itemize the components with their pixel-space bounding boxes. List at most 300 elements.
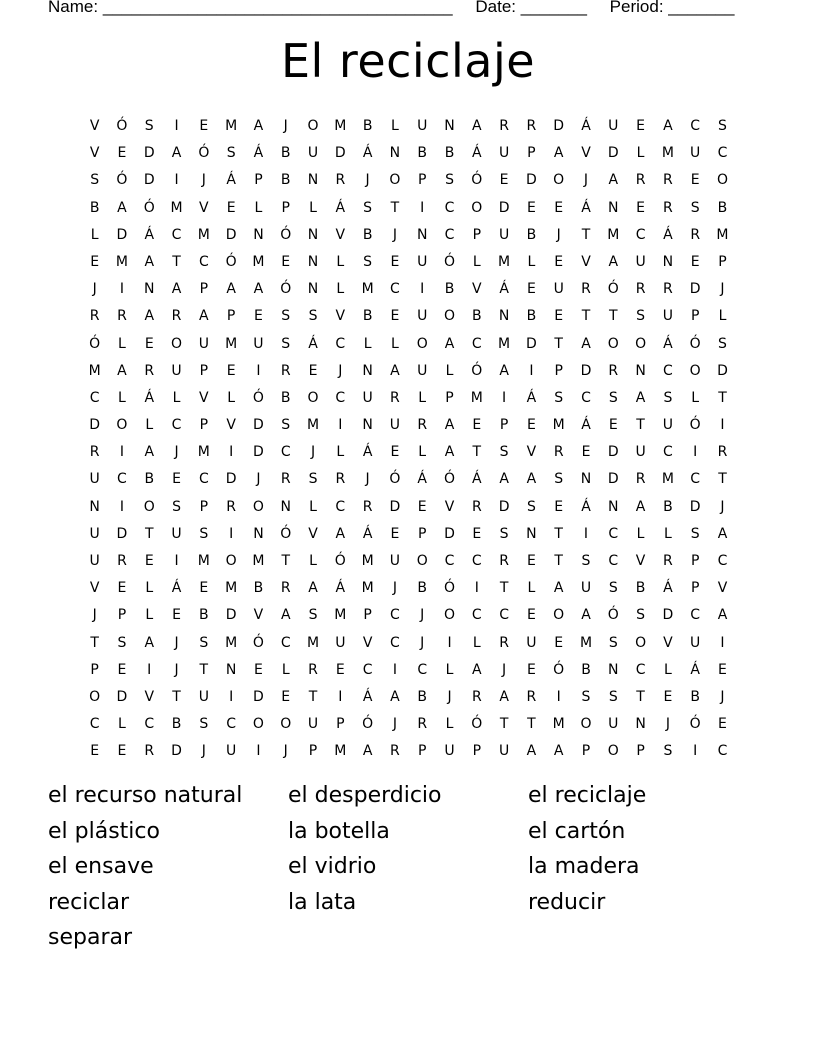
grid-letter[interactable]: L bbox=[418, 444, 427, 461]
grid-letter[interactable]: S bbox=[117, 634, 127, 651]
grid-letter[interactable]: V bbox=[581, 145, 591, 162]
grid-letter[interactable]: J bbox=[447, 688, 452, 705]
grid-letter[interactable]: P bbox=[254, 172, 263, 189]
grid-letter[interactable]: M bbox=[498, 335, 511, 352]
grid-letter[interactable]: C bbox=[581, 389, 591, 406]
grid-letter[interactable]: E bbox=[554, 253, 564, 270]
grid-letter[interactable]: Ó bbox=[116, 172, 128, 189]
grid-letter[interactable]: T bbox=[636, 417, 645, 434]
grid-letter[interactable]: R bbox=[635, 281, 646, 298]
grid-letter[interactable]: V bbox=[89, 145, 100, 162]
grid-letter[interactable]: R bbox=[89, 308, 100, 325]
grid-letter[interactable]: T bbox=[308, 688, 318, 705]
grid-letter[interactable]: C bbox=[89, 389, 100, 406]
grid-letter[interactable]: C bbox=[417, 661, 428, 678]
grid-letter[interactable]: P bbox=[336, 716, 345, 733]
grid-letter[interactable]: Ó bbox=[471, 716, 483, 733]
grid-letter[interactable]: U bbox=[498, 226, 510, 243]
grid-letter[interactable]: V bbox=[199, 389, 209, 406]
grid-letter[interactable]: R bbox=[280, 471, 291, 488]
grid-letter[interactable]: E bbox=[172, 471, 181, 488]
grid-letter[interactable]: Á bbox=[362, 145, 373, 162]
grid-letter[interactable]: E bbox=[144, 335, 154, 352]
grid-letter[interactable]: J bbox=[365, 471, 370, 488]
grid-letter[interactable]: P bbox=[199, 498, 209, 515]
grid-letter[interactable]: U bbox=[526, 634, 537, 651]
grid-letter[interactable]: A bbox=[472, 118, 482, 134]
grid-letter[interactable]: P bbox=[690, 308, 700, 325]
grid-letter[interactable]: U bbox=[635, 444, 646, 461]
grid-letter[interactable]: S bbox=[308, 607, 318, 624]
grid-letter[interactable]: Á bbox=[690, 661, 700, 678]
grid-letter[interactable]: M bbox=[498, 253, 511, 270]
grid-letter[interactable]: Á bbox=[663, 226, 673, 243]
grid-letter[interactable]: Á bbox=[581, 417, 591, 434]
grid-letter[interactable]: I bbox=[174, 553, 179, 569]
grid-letter[interactable]: V bbox=[253, 607, 264, 624]
grid-letter[interactable]: N bbox=[608, 498, 619, 515]
grid-letter[interactable]: O bbox=[553, 172, 565, 189]
grid-letter[interactable]: B bbox=[690, 688, 700, 705]
grid-letter[interactable]: I bbox=[447, 634, 452, 651]
grid-letter[interactable]: R bbox=[226, 498, 236, 515]
grid-letter[interactable]: V bbox=[635, 553, 646, 569]
grid-letter[interactable]: B bbox=[663, 498, 673, 515]
grid-letter[interactable]: T bbox=[172, 688, 181, 705]
grid-letter[interactable]: E bbox=[90, 743, 100, 760]
grid-letter[interactable]: M bbox=[716, 226, 729, 243]
grid-letter[interactable]: C bbox=[198, 471, 209, 488]
grid-letter[interactable]: M bbox=[306, 634, 320, 651]
grid-letter[interactable]: S bbox=[608, 389, 618, 406]
grid-letter[interactable]: Á bbox=[581, 498, 591, 515]
grid-letter[interactable]: A bbox=[117, 199, 127, 216]
grid-letter[interactable]: E bbox=[117, 661, 127, 678]
grid-letter[interactable]: J bbox=[420, 607, 425, 624]
grid-letter[interactable]: L bbox=[445, 661, 454, 678]
grid-letter[interactable]: U bbox=[89, 525, 100, 542]
grid-letter[interactable]: V bbox=[717, 580, 728, 597]
grid-letter[interactable]: A bbox=[581, 607, 591, 624]
grid-letter[interactable]: E bbox=[472, 525, 482, 542]
grid-letter[interactable]: J bbox=[338, 362, 343, 379]
grid-letter[interactable]: C bbox=[471, 335, 482, 352]
grid-letter[interactable]: P bbox=[308, 743, 318, 760]
grid-letter[interactable]: L bbox=[118, 716, 126, 733]
grid-letter[interactable]: C bbox=[690, 118, 701, 134]
grid-letter[interactable]: E bbox=[472, 417, 482, 434]
grid-letter[interactable]: N bbox=[526, 525, 537, 542]
grid-letter[interactable]: U bbox=[198, 688, 209, 705]
grid-letter[interactable]: C bbox=[444, 226, 455, 243]
grid-letter[interactable]: U bbox=[253, 335, 264, 352]
grid-letter[interactable]: R bbox=[117, 553, 127, 569]
grid-letter[interactable]: Ó bbox=[443, 471, 456, 488]
grid-letter[interactable]: U bbox=[635, 253, 646, 270]
grid-letter[interactable]: J bbox=[201, 172, 206, 189]
grid-letter[interactable]: P bbox=[417, 172, 427, 189]
grid-letter[interactable]: I bbox=[119, 281, 125, 298]
grid-letter[interactable]: P bbox=[445, 389, 454, 406]
grid-letter[interactable]: Ó bbox=[607, 607, 619, 624]
grid-letter[interactable]: C bbox=[362, 661, 373, 678]
grid-letter[interactable]: S bbox=[581, 688, 591, 705]
grid-letter[interactable]: S bbox=[90, 172, 100, 189]
grid-letter[interactable]: U bbox=[553, 281, 564, 298]
grid-letter[interactable]: S bbox=[663, 743, 673, 760]
grid-letter[interactable]: I bbox=[256, 362, 261, 379]
grid-letter[interactable]: E bbox=[390, 253, 400, 270]
grid-letter[interactable]: T bbox=[499, 716, 509, 733]
grid-letter[interactable]: N bbox=[662, 253, 674, 270]
grid-letter[interactable]: S bbox=[718, 335, 727, 352]
grid-letter[interactable]: Ó bbox=[607, 281, 619, 298]
grid-letter[interactable]: L bbox=[636, 145, 645, 162]
grid-letter[interactable]: D bbox=[526, 172, 537, 189]
grid-letter[interactable]: I bbox=[583, 525, 589, 542]
grid-letter[interactable]: E bbox=[117, 145, 127, 162]
grid-letter[interactable]: Á bbox=[362, 444, 373, 461]
grid-letter[interactable]: Ó bbox=[116, 118, 128, 134]
grid-letter[interactable]: A bbox=[499, 471, 509, 488]
grid-letter[interactable]: I bbox=[338, 688, 343, 705]
grid-letter[interactable]: Á bbox=[253, 145, 264, 162]
grid-letter[interactable]: S bbox=[281, 335, 291, 352]
grid-letter[interactable]: T bbox=[581, 308, 591, 325]
grid-letter[interactable]: S bbox=[608, 634, 618, 651]
grid-letter[interactable]: A bbox=[253, 118, 264, 134]
name-blank[interactable]: _____________________________________ bbox=[102, 0, 453, 16]
grid-letter[interactable]: D bbox=[143, 145, 155, 162]
grid-letter[interactable]: I bbox=[229, 688, 234, 705]
grid-letter[interactable]: E bbox=[581, 444, 591, 461]
grid-letter[interactable]: Ó bbox=[225, 253, 237, 270]
grid-letter[interactable]: J bbox=[256, 471, 261, 488]
grid-letter[interactable]: R bbox=[417, 417, 428, 434]
grid-letter[interactable]: N bbox=[580, 471, 592, 488]
grid-letter[interactable]: E bbox=[254, 308, 263, 325]
grid-letter[interactable]: M bbox=[306, 417, 320, 434]
grid-letter[interactable]: D bbox=[171, 743, 182, 760]
grid-letter[interactable]: P bbox=[636, 743, 645, 760]
grid-letter[interactable]: C bbox=[717, 553, 728, 569]
grid-letter[interactable]: P bbox=[690, 580, 700, 597]
grid-letter[interactable]: R bbox=[390, 743, 400, 760]
grid-letter[interactable]: I bbox=[229, 444, 234, 461]
grid-letter[interactable]: L bbox=[336, 444, 345, 461]
grid-letter[interactable]: L bbox=[691, 389, 700, 406]
grid-letter[interactable]: T bbox=[581, 226, 591, 243]
grid-letter[interactable]: M bbox=[334, 743, 347, 760]
grid-letter[interactable]: O bbox=[416, 553, 428, 569]
grid-letter[interactable]: I bbox=[147, 661, 152, 678]
grid-letter[interactable]: L bbox=[336, 253, 345, 270]
grid-letter[interactable]: I bbox=[529, 362, 534, 379]
grid-letter[interactable]: B bbox=[199, 607, 209, 624]
grid-letter[interactable]: E bbox=[526, 553, 536, 569]
grid-letter[interactable]: D bbox=[143, 172, 155, 189]
grid-letter[interactable]: R bbox=[362, 498, 373, 515]
grid-letter[interactable]: U bbox=[417, 253, 428, 270]
grid-letter[interactable]: A bbox=[171, 281, 182, 298]
grid-letter[interactable]: S bbox=[636, 308, 646, 325]
grid-letter[interactable]: A bbox=[499, 688, 509, 705]
grid-letter[interactable]: C bbox=[444, 553, 455, 569]
grid-letter[interactable]: C bbox=[635, 661, 646, 678]
grid-letter[interactable]: J bbox=[502, 661, 507, 678]
grid-letter[interactable]: Á bbox=[472, 471, 482, 488]
grid-letter[interactable]: J bbox=[420, 634, 425, 651]
grid-letter[interactable]: C bbox=[690, 471, 701, 488]
grid-letter[interactable]: L bbox=[254, 199, 263, 216]
grid-letter[interactable]: E bbox=[499, 172, 509, 189]
grid-letter[interactable]: U bbox=[362, 389, 373, 406]
grid-letter[interactable]: R bbox=[390, 389, 400, 406]
grid-letter[interactable]: L bbox=[145, 417, 154, 434]
grid-letter[interactable]: Á bbox=[499, 281, 509, 298]
grid-letter[interactable]: T bbox=[718, 471, 727, 488]
grid-letter[interactable]: J bbox=[283, 118, 288, 134]
grid-letter[interactable]: B bbox=[280, 145, 291, 162]
grid-letter[interactable]: M bbox=[88, 362, 101, 379]
grid-letter[interactable]: B bbox=[444, 145, 455, 162]
grid-letter[interactable]: S bbox=[718, 118, 727, 134]
grid-letter[interactable]: S bbox=[608, 688, 618, 705]
grid-letter[interactable]: C bbox=[608, 553, 619, 569]
grid-letter[interactable]: O bbox=[225, 553, 237, 569]
grid-letter[interactable]: N bbox=[253, 226, 264, 243]
grid-letter[interactable]: A bbox=[280, 607, 291, 624]
grid-letter[interactable]: C bbox=[335, 335, 346, 352]
grid-letter[interactable]: V bbox=[335, 226, 346, 243]
grid-letter[interactable]: Á bbox=[335, 580, 346, 597]
grid-letter[interactable]: E bbox=[554, 634, 564, 651]
grid-letter[interactable]: D bbox=[89, 417, 101, 434]
grid-letter[interactable]: T bbox=[636, 688, 645, 705]
grid-letter[interactable]: Á bbox=[663, 580, 673, 597]
grid-letter[interactable]: A bbox=[390, 688, 400, 705]
grid-letter[interactable]: C bbox=[335, 498, 346, 515]
grid-letter[interactable]: N bbox=[307, 172, 319, 189]
grid-letter[interactable]: D bbox=[225, 226, 237, 243]
grid-letter[interactable]: L bbox=[663, 661, 672, 678]
grid-letter[interactable]: P bbox=[199, 417, 209, 434]
grid-letter[interactable]: Ó bbox=[443, 253, 456, 270]
grid-letter[interactable]: O bbox=[307, 389, 319, 406]
grid-letter[interactable]: R bbox=[663, 553, 673, 569]
grid-letter[interactable]: O bbox=[716, 172, 728, 189]
grid-letter[interactable]: S bbox=[172, 498, 181, 515]
grid-letter[interactable]: S bbox=[636, 607, 646, 624]
grid-letter[interactable]: P bbox=[199, 362, 209, 379]
grid-letter[interactable]: U bbox=[226, 743, 237, 760]
grid-letter[interactable]: L bbox=[445, 362, 454, 379]
grid-letter[interactable]: J bbox=[720, 498, 725, 515]
grid-letter[interactable]: I bbox=[420, 199, 425, 216]
grid-letter[interactable]: M bbox=[225, 634, 238, 651]
grid-letter[interactable]: U bbox=[662, 308, 673, 325]
grid-letter[interactable]: R bbox=[608, 362, 619, 379]
grid-letter[interactable]: Ó bbox=[89, 335, 101, 352]
grid-letter[interactable]: D bbox=[116, 226, 128, 243]
grid-letter[interactable]: U bbox=[89, 553, 100, 569]
grid-letter[interactable]: Ó bbox=[280, 525, 292, 542]
grid-letter[interactable]: U bbox=[89, 471, 100, 488]
grid-letter[interactable]: Ó bbox=[389, 471, 401, 488]
grid-letter[interactable]: E bbox=[281, 688, 291, 705]
grid-letter[interactable]: O bbox=[280, 716, 292, 733]
grid-letter[interactable]: E bbox=[690, 253, 700, 270]
grid-letter[interactable]: A bbox=[663, 118, 673, 134]
grid-letter[interactable]: U bbox=[608, 118, 619, 134]
grid-letter[interactable]: N bbox=[144, 281, 155, 298]
grid-letter[interactable]: L bbox=[445, 716, 454, 733]
grid-letter[interactable]: B bbox=[253, 580, 264, 597]
grid-letter[interactable]: M bbox=[170, 199, 183, 216]
grid-letter[interactable]: M bbox=[197, 444, 210, 461]
grid-letter[interactable]: R bbox=[144, 743, 155, 760]
grid-letter[interactable]: P bbox=[690, 553, 700, 569]
grid-letter[interactable]: O bbox=[580, 716, 592, 733]
grid-letter[interactable]: Ó bbox=[252, 634, 264, 651]
grid-letter[interactable]: B bbox=[362, 226, 373, 243]
grid-letter[interactable]: S bbox=[663, 389, 673, 406]
grid-letter[interactable]: O bbox=[252, 716, 264, 733]
grid-letter[interactable]: R bbox=[499, 553, 509, 569]
grid-letter[interactable]: L bbox=[118, 389, 126, 406]
grid-letter[interactable]: M bbox=[552, 716, 565, 733]
grid-letter[interactable]: O bbox=[171, 335, 183, 352]
grid-letter[interactable]: C bbox=[390, 281, 400, 298]
grid-letter[interactable]: R bbox=[663, 281, 673, 298]
grid-letter[interactable]: Á bbox=[308, 335, 318, 352]
grid-letter[interactable]: I bbox=[693, 444, 698, 461]
grid-letter[interactable]: J bbox=[283, 743, 288, 760]
grid-letter[interactable]: B bbox=[417, 580, 428, 597]
grid-letter[interactable]: M bbox=[470, 389, 483, 406]
grid-letter[interactable]: P bbox=[90, 661, 99, 678]
grid-letter[interactable]: E bbox=[117, 743, 127, 760]
grid-letter[interactable]: U bbox=[417, 362, 428, 379]
grid-letter[interactable]: U bbox=[690, 145, 701, 162]
grid-letter[interactable]: J bbox=[583, 172, 589, 189]
grid-letter[interactable]: D bbox=[253, 417, 264, 434]
grid-letter[interactable]: P bbox=[718, 253, 727, 270]
grid-letter[interactable]: L bbox=[336, 281, 345, 298]
date-blank[interactable]: _______ bbox=[520, 0, 587, 16]
grid-letter[interactable]: P bbox=[417, 525, 427, 542]
grid-letter[interactable]: N bbox=[307, 281, 319, 298]
grid-letter[interactable]: Ó bbox=[689, 716, 701, 733]
grid-letter[interactable]: R bbox=[308, 661, 318, 678]
grid-letter[interactable]: I bbox=[256, 743, 261, 760]
grid-letter[interactable]: C bbox=[499, 607, 509, 624]
grid-letter[interactable]: A bbox=[608, 172, 619, 189]
grid-letter[interactable]: C bbox=[471, 607, 482, 624]
grid-letter[interactable]: A bbox=[635, 389, 646, 406]
grid-letter[interactable]: E bbox=[226, 362, 236, 379]
grid-letter[interactable]: M bbox=[252, 253, 265, 270]
grid-letter[interactable]: P bbox=[226, 308, 236, 325]
grid-letter[interactable]: A bbox=[362, 743, 373, 760]
grid-letter[interactable]: U bbox=[198, 335, 209, 352]
grid-letter[interactable]: M bbox=[607, 226, 620, 243]
grid-letter[interactable]: S bbox=[281, 308, 291, 325]
grid-letter[interactable]: Á bbox=[362, 525, 373, 542]
grid-letter[interactable]: C bbox=[690, 607, 701, 624]
grid-letter[interactable]: B bbox=[526, 308, 537, 325]
grid-letter[interactable]: T bbox=[472, 444, 482, 461]
grid-letter[interactable]: V bbox=[226, 417, 236, 434]
grid-letter[interactable]: R bbox=[280, 362, 291, 379]
grid-letter[interactable]: D bbox=[225, 607, 237, 624]
grid-letter[interactable]: M bbox=[334, 118, 347, 134]
grid-letter[interactable]: L bbox=[527, 580, 536, 597]
grid-letter[interactable]: N bbox=[635, 716, 646, 733]
grid-letter[interactable]: U bbox=[444, 743, 455, 760]
grid-letter[interactable]: R bbox=[471, 688, 482, 705]
grid-letter[interactable]: U bbox=[498, 743, 510, 760]
grid-letter[interactable]: B bbox=[280, 172, 291, 189]
grid-letter[interactable]: I bbox=[119, 444, 125, 461]
grid-letter[interactable]: L bbox=[527, 253, 536, 270]
grid-letter[interactable]: N bbox=[89, 498, 100, 515]
grid-letter[interactable]: O bbox=[471, 199, 483, 216]
grid-letter[interactable]: M bbox=[361, 281, 374, 298]
grid-letter[interactable]: N bbox=[307, 253, 319, 270]
grid-letter[interactable]: L bbox=[391, 335, 399, 352]
grid-letter[interactable]: B bbox=[171, 716, 182, 733]
grid-letter[interactable]: T bbox=[199, 661, 209, 678]
grid-letter[interactable]: I bbox=[474, 580, 479, 597]
grid-letter[interactable]: S bbox=[581, 553, 591, 569]
grid-letter[interactable]: C bbox=[117, 471, 127, 488]
grid-letter[interactable]: T bbox=[718, 389, 727, 406]
grid-letter[interactable]: A bbox=[117, 362, 127, 379]
grid-letter[interactable]: T bbox=[554, 553, 563, 569]
grid-letter[interactable]: L bbox=[663, 525, 672, 542]
grid-letter[interactable]: V bbox=[362, 634, 373, 651]
grid-letter[interactable]: V bbox=[89, 580, 100, 597]
grid-letter[interactable]: S bbox=[199, 525, 209, 542]
grid-letter[interactable]: L bbox=[172, 389, 181, 406]
grid-letter[interactable]: E bbox=[554, 199, 564, 216]
grid-letter[interactable]: R bbox=[471, 498, 482, 515]
grid-letter[interactable]: A bbox=[499, 362, 509, 379]
grid-letter[interactable]: E bbox=[526, 417, 536, 434]
grid-letter[interactable]: A bbox=[553, 145, 564, 162]
grid-letter[interactable]: J bbox=[720, 281, 725, 298]
grid-letter[interactable]: R bbox=[717, 444, 728, 461]
grid-letter[interactable]: B bbox=[144, 471, 155, 488]
grid-letter[interactable]: I bbox=[229, 525, 234, 542]
grid-letter[interactable]: D bbox=[717, 362, 728, 379]
grid-letter[interactable]: E bbox=[636, 118, 646, 134]
grid-letter[interactable]: P bbox=[117, 607, 127, 624]
grid-letter[interactable]: B bbox=[89, 199, 100, 216]
grid-letter[interactable]: E bbox=[636, 199, 646, 216]
grid-letter[interactable]: P bbox=[472, 226, 482, 243]
grid-letter[interactable]: N bbox=[444, 118, 455, 134]
grid-letter[interactable]: J bbox=[201, 743, 206, 760]
grid-letter[interactable]: A bbox=[390, 362, 400, 379]
grid-letter[interactable]: L bbox=[281, 661, 290, 678]
grid-letter[interactable]: Ó bbox=[362, 716, 374, 733]
grid-letter[interactable]: E bbox=[608, 417, 618, 434]
grid-letter[interactable]: C bbox=[171, 226, 182, 243]
grid-letter[interactable]: T bbox=[281, 553, 290, 569]
grid-letter[interactable]: R bbox=[335, 471, 346, 488]
